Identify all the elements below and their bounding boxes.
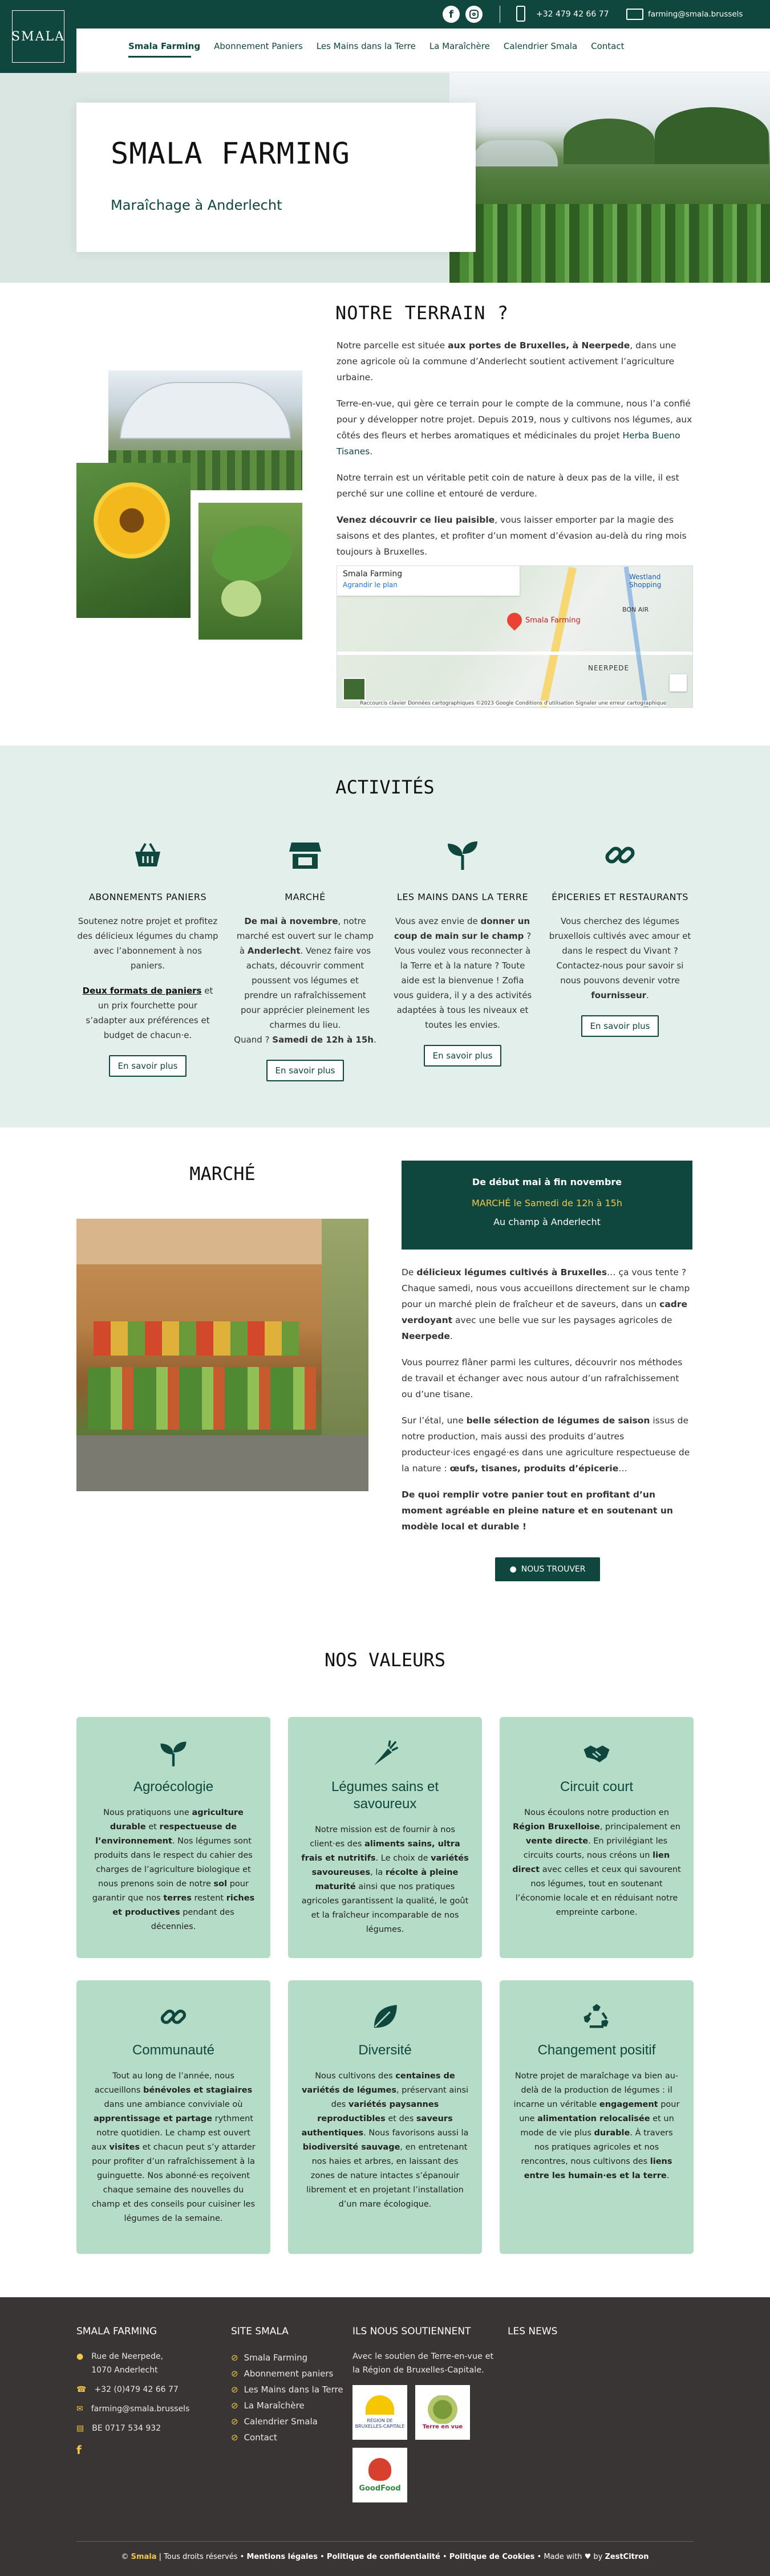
cookies-link[interactable]: Politique de Cookies (449, 2553, 535, 2561)
epiceries-more-button[interactable]: En savoir plus (581, 1015, 659, 1037)
leaf-icon (370, 2002, 400, 2032)
valeur-changement-positif: Changement positif Notre projet de maraîchage va bien au-delà de la production de légumes : il incarne un véritable engagement pour une alimentation relocalisée et un mode de vie plus durable. À travers nos pratiques agricoles et nos rencontres, nous cultivons des liens entre les humain·es et la terre. (500, 1980, 694, 2254)
nav-mains-dans-la-terre[interactable]: Les Mains dans la Terre (316, 41, 416, 51)
terrain-heading: NOTRE TERRAIN ? (335, 302, 509, 324)
marche-text: De délicieux légumes cultivés à Bruxelles… ça vous tente ? Chaque samedi, nous vous accueillons directement sur le champ pour un marché plein de fraîcheur et de saveurs, dans un cadre verdoyant avec une belle vue sur les paysages agricoles de Neerpede. Vous pourrez flâner parmi les cultures, découvrir nos méthodes de travail et échanger avec nous autour d’un rafraîchissement ou d’une tisane. Sur l’étal, une belle sélection de légumes de saison issus de notre production, mais aussi des produits d’autres producteur·ices engagé·es dans une agriculture respectueuse de la nature : œufs, tisanes, produits d’épicerie… De quoi remplir votre panier tout en profitant d’un moment agréable en pleine nature et en soutenant un modèle local et durable ! (402, 1267, 690, 1532)
mail-icon (626, 9, 643, 20)
footer-facebook-icon[interactable]: f (76, 2443, 82, 2457)
mail-icon: ✉ (76, 2404, 83, 2414)
hero-card (76, 103, 476, 252)
map-area-neerpede: NEERPEDE (588, 664, 630, 672)
footer-brand-link[interactable]: Smala (131, 2553, 157, 2561)
valeur-text: Tout au long de l’année, nous accueillons bénévoles et stagiaires dans une ambiance conviviale où apprentissage et partage rythment notre quotidien. Le champ est ouvert aux visites et chacun peut s’y attarder pour profiter d’un rafraîchissement à la guinguette. Nos abonné·es reçoivent chaque semaine des nouvelles du champ et des conseils pour cuisiner les légumes de la semaine. (91, 2072, 256, 2223)
paniers-more-button[interactable]: En savoir plus (109, 1055, 187, 1077)
link-icon (159, 2002, 188, 2032)
hero-subtitle: Maraîchage à Anderlecht (111, 197, 282, 213)
valeur-legumes-sains: Légumes sains et savoureux Notre mission est de fournir à nos client·es des aliments sains, ultra frais et nutritifs. Le choix de variétés savoureuses, la récolte à pleine maturité ainsi que nos pratiques agricoles garantissent la qualité, le goût et la fraîcheur incomparable de nos légumes. (288, 1717, 482, 1958)
document-icon: ▤ (76, 2424, 84, 2433)
nav-abonnement-paniers[interactable]: Abonnement Paniers (214, 41, 303, 51)
handshake-icon (582, 1739, 611, 1768)
main-nav (128, 41, 625, 51)
nav-la-maraichere[interactable]: La Maraîchère (429, 41, 490, 51)
nous-trouver-button[interactable]: ● NOUS TROUVER (495, 1557, 600, 1581)
marche-banner-line3: Au champ à Anderlecht (493, 1216, 601, 1227)
valeur-text: Nous pratiquons une agriculture durable et respectueuse de l’environnement. Nos légumes sont produits dans le respect du cahier des charges de l’agriculture biologique et nous prenons soin de notre sol pour garantir que nos terres restent riches et productives pendant des décennies. (92, 1808, 255, 1931)
valeur-text: Notre projet de maraîchage va bien au-delà de la production de légumes : il incarne un véritable engagement pour une alimentation relocalisée et un mode de vie plus durable. À travers nos pratiques agricoles et nos rencontres, nous cultivons des liens entre les humain·es et la terre. (513, 2072, 680, 2180)
terrain-photo-vegetable (198, 503, 302, 640)
instagram-icon[interactable] (465, 6, 483, 23)
location-pin-icon: ● (76, 2352, 84, 2361)
store-icon (288, 838, 322, 872)
activite-marche: MARCHÉ De mai à novembre, notre marché est ouvert sur le champ à Anderlecht. Venez faire vos achats, découvrir comment poussent vos légumes et prendre un rafraîchissement pour apprécier pleinement les charmes du lieu. Quand ? Samedi de 12h à 15h. En savoir plus (234, 838, 376, 1081)
nav-calendrier-smala[interactable]: Calendrier Smala (503, 41, 578, 51)
sprout-icon (445, 838, 480, 872)
logo-goodfood[interactable]: GoodFood (352, 2448, 407, 2502)
footer-col-contact: SMALA FARMING ● Rue de Neerpede, 1070 Anderlecht ☎ +32 (0)479 42 66 77 ✉ farming@smala.brussels ▤ BE 0717 534 932 f (76, 2326, 213, 2457)
logo-text: SMALA (11, 29, 65, 44)
map-area-bonair: BON AIR (622, 606, 649, 613)
marche-banner-line1: De début mai à fin novembre (472, 1177, 622, 1187)
zestcitron-link[interactable]: ZestCitron (605, 2553, 649, 2561)
activite-epiceries: ÉPICERIES ET RESTAURANTS Vous cherchez des légumes bruxellois cultivés avec amour et dans le respect du Vivant ? Contactez-nous pour savoir si nous pouvons devenir votre fournisseur. En savoir plus (549, 838, 691, 1037)
footer-phone[interactable]: +32 (0)479 42 66 77 (94, 2385, 179, 2394)
valeur-text: Nous écoulons notre production en Région Bruxelloise, principalement en vente directe. En privilégiant les circuits courts, nous créons un lien direct avec celles et ceux qui savourent nos légumes, tout en soutenant l’économie locale et en réduisant notre empreinte carbone. (512, 1808, 681, 1917)
map-area-westland: Westland Shopping (629, 573, 662, 589)
facebook-icon[interactable]: f (443, 6, 460, 23)
mentions-legales-link[interactable]: Mentions légales (246, 2553, 318, 2561)
valeur-agroecologie: Agroécologie Nous pratiquons une agriculture durable et respectueuse de l’environnement. Nos légumes sont produits dans le respect du cahier des charges de l’agriculture biologique et nous prenons soin de notre sol pour garantir que nos terres restent riches et productives pendant des décennies. (76, 1717, 270, 1958)
logo-terre-en-vue[interactable]: Terre en vue (415, 2385, 470, 2440)
hero-photo (449, 73, 770, 283)
footer-divider (76, 2541, 694, 2542)
recycle-icon (582, 2002, 611, 2032)
footer-col-soutien: ILS NOUS SOUTIENNENT Avec le soutien de Terre-en-vue et la Région de Bruxelles-Capitale. RÉGION DE BRUXELLES-CAPITALE Terre en vue GoodFood (352, 2326, 495, 2502)
link-icon (603, 838, 637, 872)
topbar-phone[interactable]: +32 479 42 66 77 (536, 10, 609, 19)
nav-underline (128, 56, 191, 58)
privacy-link[interactable]: Politique de confidentialité (326, 2553, 440, 2561)
carrot-icon (370, 1739, 400, 1768)
map-place-name: Smala Farming (343, 569, 403, 579)
logo-region-bruxelles[interactable]: RÉGION DE BRUXELLES-CAPITALE (352, 2385, 407, 2440)
nav-smala-farming[interactable]: Smala Farming (128, 41, 201, 51)
map-fullscreen-button[interactable] (670, 674, 687, 691)
phone-icon (516, 6, 525, 22)
marche-banner (402, 1161, 692, 1250)
map-pin-label: Smala Farming (525, 616, 581, 625)
marche-photo (76, 1219, 368, 1491)
footer-email[interactable]: farming@smala.brussels (91, 2404, 190, 2414)
valeur-circuit-court: Circuit court Nous écoulons notre production en Région Bruxelloise, principalement en vente directe. En privilégiant les circuits courts, nous créons un lien direct avec celles et ceux qui savourent nos légumes, tout en soutenant l’économie locale et en réduisant notre empreinte carbone. (500, 1717, 694, 1958)
logo[interactable] (0, 0, 76, 73)
activites-heading: ACTIVITÉS (335, 776, 435, 798)
valeur-text: Nous cultivons des centaines de variétés de légumes, préservant ainsi des variétés paysannes reproductibles et des saveurs authentiques. Nous favorisons aussi la biodiversité sauvage, en entretenant nos haies et arbres, en laissant des zones de nature intactes s’épanouir librement et en projetant l’installation d’un mare écologique. (301, 2072, 469, 2209)
pin-icon: ● (509, 1565, 517, 1574)
valeur-text: Notre mission est de fournir à nos client·es des aliments sains, ultra frais et nutritifs. Le choix de variétés savoureuses, la récolte à pleine maturité ainsi que nos pratiques agricoles garantissent la qualité, le goût et la fraîcheur incomparable de nos légumes. (301, 1825, 469, 1934)
phone-icon: ☎ (76, 2385, 87, 2394)
marche-more-button[interactable]: En savoir plus (266, 1060, 345, 1081)
activite-mains-terre: LES MAINS DANS LA TERRE Vous avez envie de donner un coup de main sur le champ ? Vous voulez vous reconnecter à la Terre et à la nature ? Toute aide est la bienvenue ! Zofia vous guidera, il y a des activités adaptées à tous les niveaux et toutes les envies. En savoir plus (391, 838, 534, 1067)
valeur-diversite: Diversité Nous cultivons des centaines de variétés de légumes, préservant ainsi des variétés paysannes reproductibles et des saveurs authentiques. Nous favorisons aussi la biodiversité sauvage, en entretenant nos haies et arbres, en laissant des zones de nature intactes s’épanouir librement et en projetant l’installation d’un mare écologique. (288, 1980, 482, 2254)
footer-vat: BE 0717 534 932 (92, 2424, 161, 2433)
valeurs-heading: NOS VALEURS (325, 1649, 445, 1671)
footer-link-maraichere[interactable]: ⊘ La Maraîchère (231, 2400, 305, 2411)
map-satellite-toggle[interactable] (343, 678, 366, 701)
footer-col-news: LES NEWS (508, 2326, 558, 2337)
topbar-email[interactable]: farming@smala.brussels (648, 10, 743, 19)
paniers-formats-link[interactable]: Deux formats de paniers (82, 986, 202, 996)
mains-terre-more-button[interactable]: En savoir plus (424, 1045, 502, 1067)
footer-link-smala-farming[interactable]: ⊘ Smala Farming (231, 2353, 308, 2363)
hero-title: SMALA FARMING (111, 137, 350, 171)
terrain-text: Notre parcelle est située aux portes de Bruxelles, à Neerpede, dans une zone agricole où la commune d’Anderlecht soutient activement l’agriculture urbaine. Terre-en-vue, qui gère ce terrain pour le compte de la commune, nous l’a confié pour y développer notre projet. Depuis 2019, nous y cultivons nos légumes, aux côtés des fleurs et herbes aromatiques et médicinales du projet Herba Bueno Tisanes. Notre terrain est un véritable petit coin de nature à deux pas de la ville, il est perché sur une colline et entouré de verdure. Venez découvrir ce lieu paisible, vous laisser emporter par la magie des saisons et des plantes, et profiter d’un moment d’évasion au-delà du ring mois toujours à Bruxelles. (337, 340, 692, 557)
terrain-photo-sunflower (76, 463, 191, 618)
footer-link-abonnement[interactable]: ⊘ Abonnement paniers (231, 2369, 334, 2379)
sprout-icon (159, 1739, 188, 1768)
footer-col-site: SITE SMALA ⊘ Smala Farming ⊘ Abonnement paniers ⊘ Les Mains dans la Terre ⊘ La Maraîchère ⊘ Calendrier Smala ⊘ Contact (231, 2326, 345, 2445)
valeur-communaute: Communauté Tout au long de l’année, nous accueillons bénévoles et stagiaires dans une ambiance conviviale où apprentissage et partage rythment notre quotidien. Le champ est ouvert aux visites et chacun peut s’y attarder pour profiter d’un rafraîchissement à la guinguette. Nos abonné·es reçoivent chaque semaine des nouvelles du champ et des conseils pour cuisiner les légumes de la semaine. (76, 1980, 270, 2254)
marche-banner-line2: MARCHÉ le Samedi de 12h à 15h (472, 1198, 622, 1208)
activite-paniers: ABONNEMENTS PANIERS Soutenez notre projet et profitez des délicieux légumes du champ avec l’abonnement à nos paniers. Deux formats de paniers et un prix fourchette pour s’adapter aux préférences et budget de chacun·e. En savoir plus (76, 838, 219, 1077)
footer-link-contact[interactable]: ⊘ Contact (231, 2432, 277, 2443)
map-enlarge-link[interactable]: Agrandir le plan (343, 581, 398, 589)
footer-link-calendrier[interactable]: ⊘ Calendrier Smala (231, 2416, 318, 2427)
nav-contact[interactable]: Contact (591, 41, 625, 51)
herba-bueno-link[interactable]: Herba Bueno Tisanes (337, 430, 680, 457)
google-map[interactable] (337, 565, 693, 708)
map-footer: Raccourcis clavier Données cartographiques ©2023 Google Conditions d'utilisation Signaler une erreur cartographique (360, 701, 667, 706)
footer-bottom: © Smala | Tous droits réservés • Mentions légales • Politique de confidentialité • Politique de Cookies • Made with ♥ by ZestCitron (121, 2553, 649, 2561)
marche-heading: MARCHÉ (189, 1163, 256, 1185)
basket-icon (131, 838, 165, 872)
footer-link-mains-terre[interactable]: ⊘ Les Mains dans la Terre (231, 2384, 343, 2395)
